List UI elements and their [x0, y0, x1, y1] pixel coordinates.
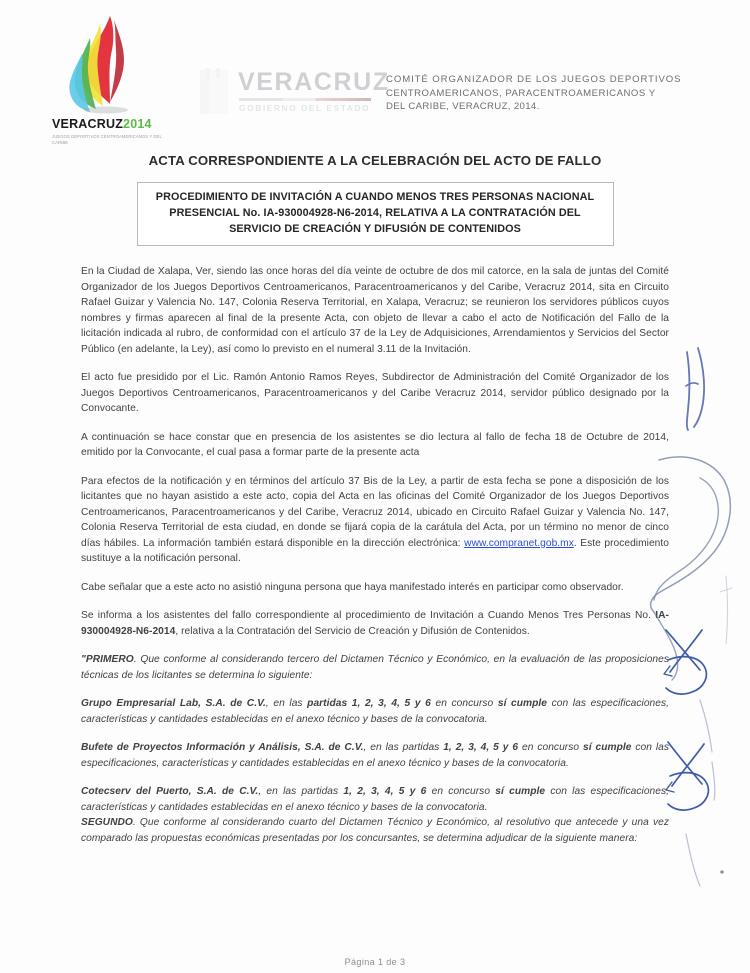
bidder-3-name: Cotecserv del Puerto, S.A. de C.V. — [81, 786, 259, 798]
paragraph-opening: En la Ciudad de Xalapa, Ver, siendo las once horas del día veinte de octubre de dos mil catorce, en la sala de juntas del Comité Organizador de los Juegos Deportivos Centroamericanos, Paracentroamericanos y del Caribe, Veracruz 2014, sita en Circuito Rafael Guizar y Valencia No. 147, Colonia Reserva Territorial, en Xalapa, Veracruz; se reunieron los servidores públicos cuyos nombres y firmas aparecen al final de la presente Acta, con objeto de llevar a cabo el acto de Notificación del Fallo de la licitación indicada al rubro, de conformidad con el artículo 37 de la Ley de Adquisiciones, Arrendamientos y Servicios del Sector Público (en adelante, la Ley), así como lo previsto en el numeral 3.11 de la Invitación. — [81, 266, 669, 355]
gov-logo-subtitle: GOBIERNO DEL ESTADO — [239, 103, 371, 113]
flame-icon — [52, 12, 170, 116]
procedure-title-line-2: PRESENCIAL No. IA-930004928-N6-2014, RELATIVA A LA CONTRATACIÓN DEL — [169, 206, 581, 219]
document-header — [0, 0, 750, 146]
gov-logo-stripes — [239, 98, 371, 101]
flame-logo-year: 2014 — [123, 117, 152, 131]
primero-text: . Que conforme al considerando tercero del Dictamen Técnico y Económico, en la evaluación de las proposiciones técnicas de los licitantes se determina lo siguiente: — [81, 654, 669, 681]
bidder-2-mid-1: , en las partidas — [363, 742, 444, 754]
notification-text-after-link: . Este procedimiento sustituye a la notificación personal. — [81, 537, 669, 565]
bidder-1-name: Grupo Empresarial Lab, S.A. de C.V. — [81, 698, 266, 710]
bidder-2-name: Bufete de Proyectos Información y Análisis, S.A. de C.V. — [81, 742, 364, 754]
bidder-3-partidas: 1, 2, 3, 4, 5 y 6 — [343, 786, 427, 798]
paragraph-ruling-announcement — [81, 608, 669, 639]
bidder-1-mid-2: en concurso — [430, 698, 498, 710]
paragraph-presiding-officer: El acto fue presidido por el Lic. Ramón Antonio Ramos Reyes, Subdirector de Administración del Comité Organizador de los Juegos Deportivos Centroamericanos, Paracentroamericanos y del Caribe Veracruz 2014, servidor público designado por la Convocante. — [81, 372, 669, 415]
flame-logo-caption — [52, 116, 174, 147]
bidder-2-tail: con las especificaciones, características y cantidades establecidas en el anexo técnico y bases de la convocatoria. — [81, 742, 669, 769]
gov-logo-word: VERACRUZ — [238, 68, 390, 96]
page-footer: Página 1 de 3 — [344, 957, 406, 967]
bidder-1-partidas: partidas 1, 2, 3, 4, 5 y 6 — [307, 698, 431, 710]
bidder-2-partidas: 1, 2, 3, 4, 5 y 6 — [443, 742, 519, 754]
document-body — [81, 264, 669, 846]
bidder-result-2 — [81, 740, 669, 771]
committee-line-1: COMITÉ ORGANIZADOR DE LOS JUEGOS DEPORTIVOS — [386, 74, 682, 85]
committee-header-text — [386, 73, 704, 114]
committee-line-2: CENTROAMERICANOS, PARACENTROAMERICANOS Y — [386, 87, 656, 99]
procedure-title-line-1: PROCEDIMIENTO DE INVITACIÓN A CUANDO MENOS TRES PERSONAS NACIONAL — [155, 191, 595, 203]
announcement-text-a: Se informa a los asistentes del fallo correspondiente al procedimiento de Invitación a Cuando Menos Tres Personas No. — [81, 610, 656, 622]
bidder-2-mid-2: en concurso — [518, 742, 583, 754]
bidder-result-3 — [81, 784, 669, 815]
procedure-number: IA-930004928-N6-2014 — [81, 610, 669, 637]
notification-text-before-link: Para efectos de la notificación y en términos del artículo 37 Bis de la Ley, a partir de esta fecha se pone a disposición de los licitantes que no hayan asistido a este acto, copia del Acta en las oficinas del Comité Organizador de los Juegos Deportivos Centroamericanos, Paracentroamericanos y del Caribe, Veracruz 2014, ubicado en Circuito Rafael Guizar y Valencia No. 147, Colonia Reserva Territorial de esta ciudad, en donde se fijará copia de la carátula del Acta, por un término no menor de cinco días hábiles. La información también estará disponible en la dirección electrónica: — [81, 475, 669, 549]
shield-icon — [194, 66, 234, 118]
paragraph-no-observers: Cabe señalar que a este acto no asistió ninguna persona que haya manifestado interés en participar como observador. — [81, 581, 624, 593]
bidder-1-mid-1: , en las — [265, 698, 308, 710]
bidder-3-compliance: sí cumple — [495, 786, 546, 798]
primero-label: "PRIMERO — [81, 654, 134, 666]
procedure-title-box — [137, 182, 614, 246]
bidder-3-mid-2: en concurso — [426, 786, 496, 798]
segundo-text: . Que conforme al considerando cuarto del Dictamen Técnico y Económico, al resolutivo que antecede y una vez comparado las propuestas económicas presentadas por los concursantes, se determina adjudicar de la siguiente manera: — [81, 817, 669, 844]
bidder-1-tail: con las especificaciones, características y cantidades establecidas en el anexo técnico y bases de la convocatoria. — [81, 698, 669, 725]
veracruz-government-logo — [192, 62, 390, 122]
resolution-segundo — [81, 815, 669, 846]
paragraph-notification-terms — [81, 474, 669, 567]
bidder-3-mid-1: , en las partidas — [258, 786, 344, 798]
compranet-link[interactable]: www.compranet.gob.mx — [464, 537, 574, 549]
announcement-text-b: , relativa a la Contratación del Servicio de Creación y Difusión de Contenidos. — [175, 625, 530, 637]
paragraph-reading-of-ruling: A continuación se hace constar que en presencia de los asistentes se dio lectura al fallo de fecha 18 de Octubre de 2014, emitido por la Convocante, el cual pasa a formar parte de la presente acta — [81, 431, 669, 459]
flame-logo-word: VERACRUZ — [52, 117, 124, 131]
procedure-title-line-3: SERVICIO DE CREACIÓN Y DIFUSIÓN DE CONTENIDOS — [229, 222, 521, 235]
bidder-1-compliance: sí cumple — [497, 698, 548, 710]
veracruz-2014-flame-logo — [52, 12, 172, 146]
flame-logo-subtitle: JUEGOS DEPORTIVOS CENTROAMERICANOS Y DEL CARIBE — [52, 134, 162, 146]
bidder-3-tail: con las especificaciones, características y cantidades establecidas en el anexo técnico y bases de la convocatoria. — [81, 786, 669, 813]
segundo-label: SEGUNDO — [81, 817, 133, 829]
bidder-2-compliance: sí cumple — [582, 742, 632, 754]
committee-line-3: DEL CARIBE, VERACRUZ, 2014. — [386, 101, 540, 113]
resolution-primero — [81, 652, 669, 683]
bidder-result-1 — [81, 696, 669, 727]
page-title: ACTA CORRESPONDIENTE A LA CELEBRACIÓN DEL ACTO DE FALLO — [148, 153, 602, 168]
